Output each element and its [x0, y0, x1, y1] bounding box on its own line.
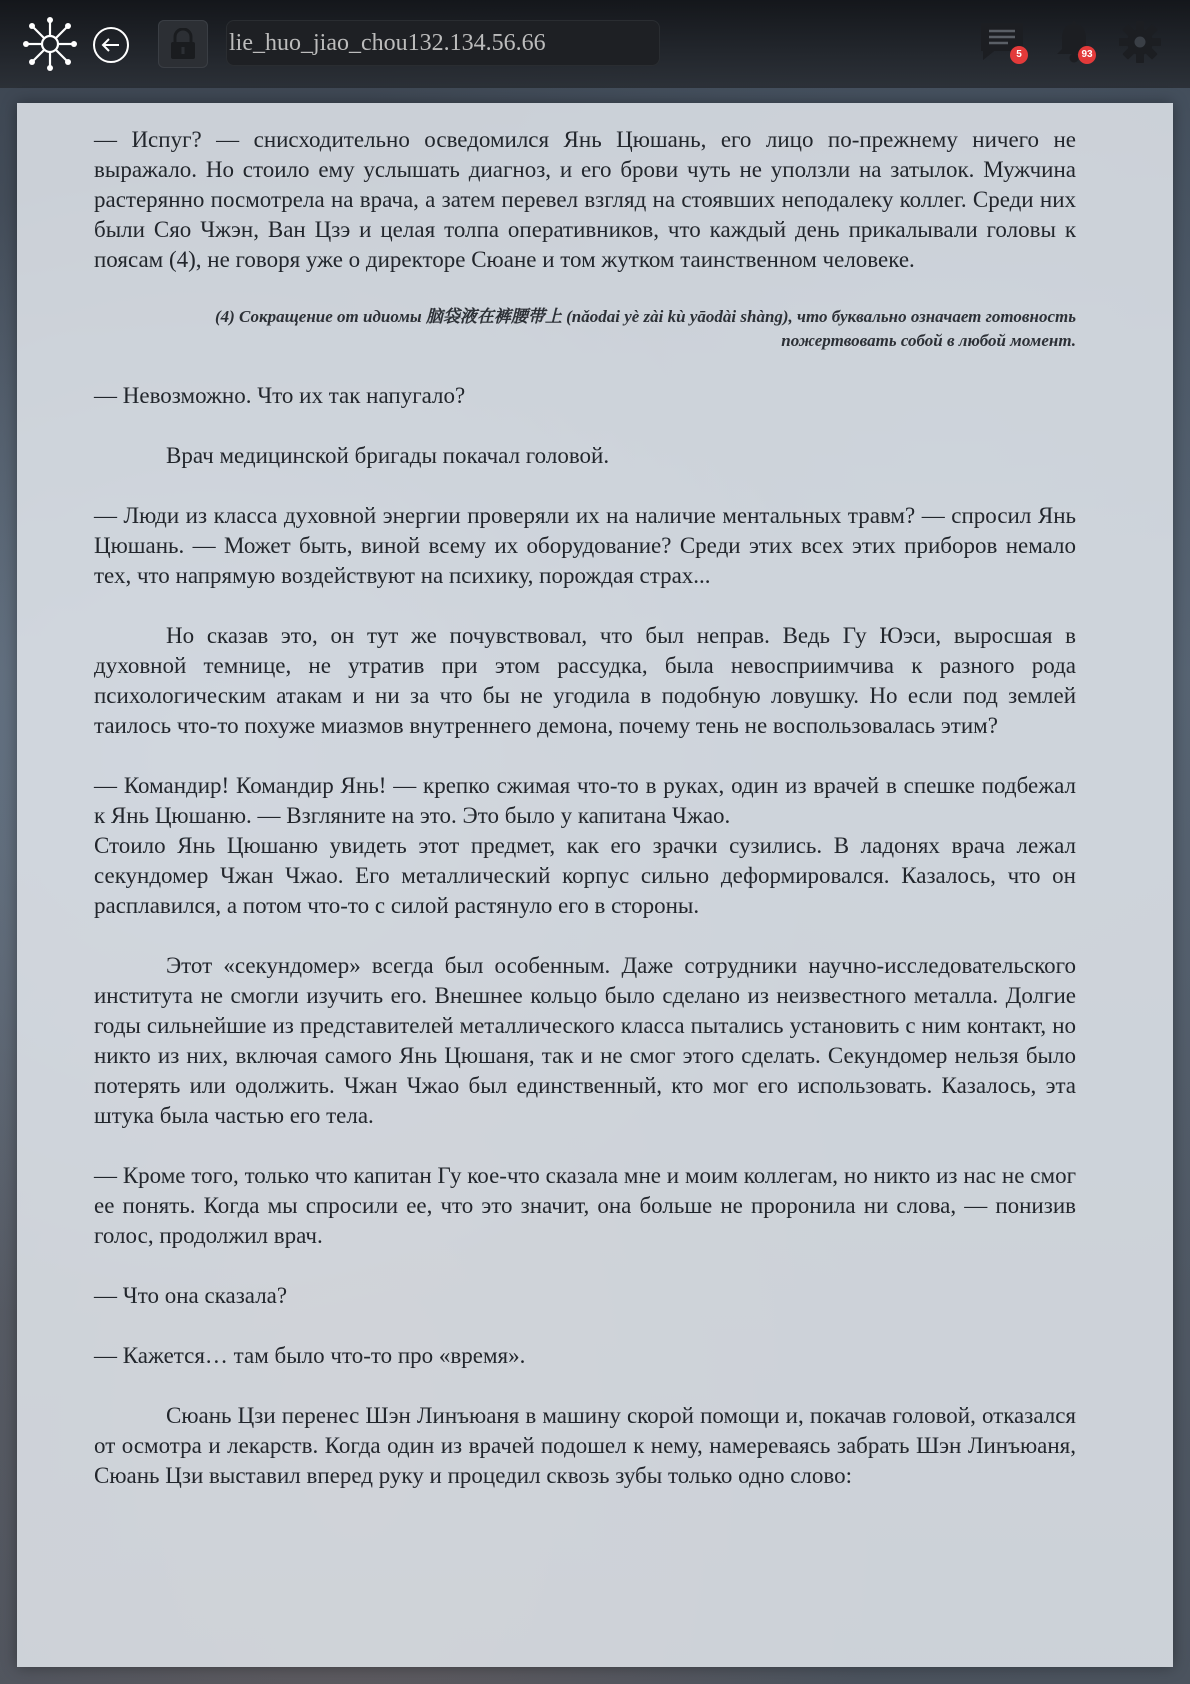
paragraph-1: — Испуг? — снисходительно осведомился Янь Цюшань, его лицо по-прежнему ничего не выражало. Но стоило ему услышать диагноз, и его брови чуть не уползли на затылок. Мужчина растерянно посмотрела на врача, а затем перевел взгляд на стоявших неподалеку коллег. Среди них были Сяо Чжэн, Ван Цзэ и целая толпа оперативников, что каждый день прикалывали головы к поясам (4), не говоря уже о директоре Сюане и том жутком таинственном человеке. [94, 127, 1076, 272]
paragraph-4: — Люди из класса духовной энергии проверяли их на наличие ментальных травм? — спросил Янь Цюшань. — Может быть, виной всему их оборудование? Среди этих всех этих приборов немало тех, что напрямую воздействуют на психику, порождая страх... [94, 503, 1076, 588]
paragraph-8: Этот «секундомер» всегда был особенным. Даже сотрудники научно-исследовательского института не смогли изучить его. Внешнее кольцо было сделано из неизвестного металла. Долгие годы сильнейшие из представителей металлического класса пытались установить с ним контакт, но никто из них, включая самого Янь Цюшаня, так и не смог этого сделать. Секундомер нельзя было потерять или одолжить. Чжан Чжао был единственный, кто мог его использовать. Казалось, эта штука была частью его тела. [94, 953, 1076, 1128]
paragraph-5: Но сказав это, он тут же почувствовал, что был неправ. Ведь Гу Юэси, выросшая в духовной темнице, не утратив при этом рассудка, была невосприимчива к разного рода психологическим атакам и ни за что бы не угодила в подобную ловушку. Но если под землей таилось что-то похуже миазмов внутреннего демона, почему тень не воспользовалась этим? [94, 623, 1076, 738]
notifications-button[interactable] [1054, 20, 1104, 70]
paragraph-9: — Кроме того, только что капитан Гу кое-что сказала мне и моим коллегам, но никто из нас не смог ее понять. Когда мы спросили ее, что это значит, она больше не проронила ни слова, — понизив голос, продолжил врач. [94, 1163, 1076, 1248]
notifications-count-badge: 93 [1078, 46, 1096, 64]
paragraph-3: Врач медицинской бригады покачал головой. [166, 443, 610, 468]
chapter-text [94, 125, 1076, 1521]
address-input[interactable] [226, 20, 660, 66]
messages-button[interactable] [980, 20, 1030, 70]
paragraph-12: Сюань Цзи перенес Шэн Линъюаня в машину скорой помощи и, покачав головой, отказался от осмотра и лекарств. Когда один из врачей подошел к нему, намереваясь забрать Шэн Линъюаня, Сюань Цзи выставил вперед руку и процедил сквозь зубы только одно слово: [94, 1403, 1076, 1488]
lock-icon [168, 28, 198, 60]
lock-button[interactable] [158, 20, 208, 68]
paragraph-11: — Кажется… там было что-то про «время». [94, 1343, 526, 1368]
paragraph-2: — Невозможно. Что их так напугало? [94, 383, 466, 408]
paragraph-10: — Что она сказала? [94, 1283, 288, 1308]
reading-panel [17, 103, 1173, 1667]
footnote: (4) Сокращение от идиомы 脑袋液在裤腰带上 (nǎodai yè zài kù yāodài shàng), что буквально означает готовность пожертвовать собой в любой момент. [214, 307, 1076, 350]
messages-count-badge: 5 [1010, 46, 1028, 64]
paragraph-6: — Командир! Командир Янь! — крепко сжимая что-то в руках, один из врачей в спешке подбежал к Янь Цюшаню. — Взгляните на это. Это было у капитана Чжао. [94, 773, 1076, 828]
paragraph-7: Стоило Янь Цюшаню увидеть этот предмет, как его зрачки сузились. В ладонях врача лежал секундомер Чжан Чжао. Его металлический корпус сильно деформировался. Казалось, что он расплавился, а потом что-то с силой растянуло его в стороны. [94, 833, 1076, 918]
back-arrow-icon [92, 26, 130, 64]
gear-icon [1118, 20, 1162, 64]
settings-button[interactable] [1118, 20, 1168, 70]
top-bar [0, 0, 1190, 88]
back-button[interactable] [92, 26, 130, 64]
network-logo-icon[interactable] [22, 16, 78, 72]
